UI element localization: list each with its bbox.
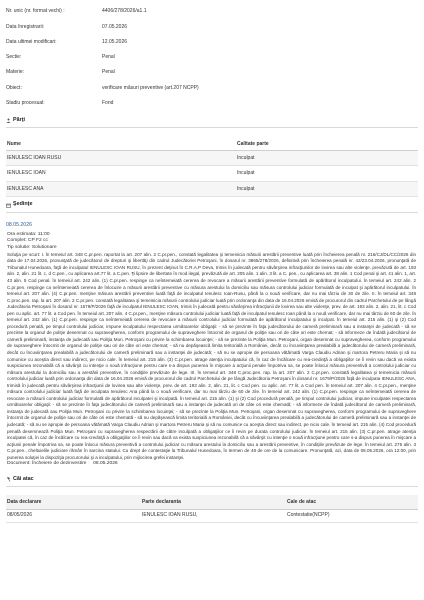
table-row [6,166,418,182]
divider [6,486,418,487]
party-name: IENULESC ANA [6,181,236,197]
meta-value: verificare măsuri preventive (art.207 NCPP) [102,84,199,91]
appeal-party: IENULESC IOAN RUSU, [141,509,286,522]
meta-row [6,50,418,65]
sedinta-tip-solutie: Tip solutie: Solutionare [7,245,57,251]
party-name: IENULESC IOAN [6,166,236,182]
meta-row [6,35,418,50]
column-header-parte: Parte declaranta [141,495,286,509]
meta-value: 4406/278/2026/a1.1 [102,8,147,15]
parti-table [6,138,418,197]
cai-atac-section-title [6,476,418,483]
cai-atac-table [6,495,418,523]
party-role: Inculpat [236,166,418,182]
meta-row [6,96,418,111]
sedinta-document: Document: Încheiere de dezinvestire 08.05.2026 [7,461,118,467]
table-header-row [6,138,418,150]
section-title-text: Şedinţe [13,201,33,208]
column-header-calitate: Calitate parte [236,138,418,150]
sedinta-ora: Ora estimata: 11:00 [7,231,50,237]
divider [6,212,418,213]
column-header-data: Data declarare [6,495,141,509]
meta-value: Penal [102,54,115,61]
meta-row [6,65,418,80]
meta-label: Nr. unic (nr. format vechi) : [6,8,65,15]
sedinta-solutie: Soluţia pe scurt: I. În temeiul art. 348 C.pr.pen. raportat la art. 207 alin. 2 C.pr.pen., constată legalitatea şi temeinicia măsurii arestării preventive luată prin încheierea penală nr. 216/CJ/DL/CC/2026 din data de 17.04.2026, pronunţată de judecătorul de drepturi şi libertăţi din cadrul Judecătoriei Petroşani, în dosarul nr. 3865/278/2026, definitivă prin încheierea penală nr. 42/23.04.2026, pronunţată de Tribunalul Hunedoara, faţă de inculpatul IENULESC IOAN RUSU, în prezent deţinut în C.R.A.P Deva, trimis în judecată pentru săvârşirea infracţiunilor de lovirea sau alte violenţe, prevăzută de art. 193 alin. 2, alin. 21 lit. c, d C.pen., cu aplicarea art.77 lit. a C.pen. ¶i lipsire de libertate în mod ilegal, prevăzută de art. 205 alin. 1 alin. 3 lit. a C. pen., cu aplicarea art. 38 alin. 1 Cod penal şi art. 41 alin. 1, art. 43 alin. 5 Cod penal. În temeiul art. 242 alin. (1) C.pr.pen. respinge ca neîntemeiată cererea de revocare a măsurii arestării preventive formulată de apărătorul inculpatului. În temeiul art. 242 alin. 2 C.pr.pen. respinge ca neîntemeiată cererea de înlocuire a măsurii arestării preventive cu măsura arestului la domiciliu sau măsura controlului judiciar formulată de inculpat şi apărătorul inculpatului. În temeiul art. 207 alin. (4) C.pr.pen. menţine măsura arestării preventive luată faţă de inculpatul Ienulesc Ioan-Rusu, până la o nouă verificare, dar nu mai târziu de 30 de zile. II. În temeiul art. 348 C.proc.pen. rap. la art. 207 alin. 2 C.pr.pen. constată legalitatea şi temeinicia măsurii controlului judiciar luată prin ordonanţa din data de 16.04.2026 emisă de procurorul din cadrul Parchetului de pe lângă Judecătoria Petroşani în dosarul nr. 1679/P/2026 faţă de inculpatul IENULESC IOAN, trimis în judecată pentru săvârşirea infracţiunii de lovirea sau alte violenţe, prev. de art. 193 alin. 2, alin. 21, lit. c Cod pen cu aplic. art. 77 lit. a Cod pen. În temeiul art. 207 alin. 4 C.pr.pen., menţine măsura controlului judiciar luată faţă de inculpatul Ienulesc Ioan până la o nouă verificare, dar nu mai târziu de 60 de zile. În temeiul art. 242 alin. (1) C.pr.pen. respinge ca neîntemeiată cererea de revocare a măsurii controlului judiciar formulată de apărătorul inculpatului şi inculpat. În temeiul art. 215 alin. (1) şi (2) Cod procedură penală, pe timpul controlului judiciar, impune inculpatului respectarea următoarelor obligaţii: - să se prezinte în faţa judecătorului de cameră preliminară sau a instanţei de judecată - să se prezinte la organul de poliţie desemnat cu supravegherea, conform programului de supraveghere întocmit de organul de poliţie sau ori de câte ori este chemat; - să informeze de îndată judecătorul de cameră preliminară, instanţa de judecată sau Poliţia Mun. Petroşani cu privire la schimbarea locuinţei; - să se prezinte la Poliţia Mun. Petroşani, organ desemnat cu supravegherea, conform programului de supraveghere întocmit de organul de poliţie sau ori de câte ori este chemat; - să nu depăşească limita teritorială a României, decât cu încuviinţarea prealabilă a judecătorului de cameră preliminară, decât cu încuviinţarea prealabilă a judecătorului de cameră preliminară sau a instanţei de judecată; - să nu se apropie de persoana vătămată Varga Claudiu Adrian şi martora Petreru Maria şi să nu comunice cu aceştia direct sau indirect, pe nicio cale. În temeiul art. 215 alin. (3) C.pr.pen. atrage atenţia inculpatului că, în caz de încălcare cu rea-credinţă a obligaţiilor ce îi revin sau dacă va exista suspiciunea rezonabilă că a săvârşit cu intenţie o nouă infracţiune pentru care s-a dispus punerea în mişcare a acţiunii penale împotriva sa, se poate înlocui măsura preventivă a controlului judiciar cu măsura arestului la domiciliu sau a arestării preventive, în condiţiile prevăzute de lege. III. În temeiul art. 348 C.proc.pen. rap. la art. 207 alin. 2 C.pr.pen. constată legalitatea şi temeinicia măsurii controlului judiciar luată prin ordonanţa din data de 16.04.2026 emisă de procurorul din cadrul Parchetului de pe lângă Judecătoria Petroşani în dosarul nr. 1679/P/2026 faţă de inculpata IENULESC ANA, trimisă în judecată pentru săvârşirea infracţiunii de lovirea sau alte violenţe, prev. de art. 193 alin. 2, alin. 21, lit. c Cod pen. cu aplic. art. 77 lit. a Cod pen. În temeiul art. 207 alin. 4 C.pr.pen., menţine măsura controlului judiciar luată faţă de inculpata Ienulesc Ana până la o nouă verificare, dar nu mai târziu de 60 de zile. În temeiul art. 242 alin. (1) C.pr.pen. respinge ca neîntemeiată cererea de revocare a măsurii controlului judiciar formulată de apărătorul inculpatei şi inculpată. În temeiul art. 215 alin. (1) şi (2) Cod procedură penală, pe timpul controlului judiciar, impune inculpatei respectarea următoarelor obligaţii: - să se prezinte în faţa judecătorului de cameră preliminară sau a instanţei de judecată ori de câte ori este chemată; - să informeze de îndată judecătorul de cameră preliminară, instanţa de judecată sau Poliţia Mun. Petroşani cu privire la schimbarea locuinţei; - să se prezinte la Poliţia Mun. Petroşani, organ desemnat cu supravegherea, conform programului de supraveghere întocmit de organul de poliţie sau ori de câte ori este chemată - să nu depăşească limita teritorială a României, decât cu încuviinţarea prealabilă a judecătorului de cameră preliminară sau a instanţei de judecată; - să nu se apropie de persoana vătămată Varga Claudiu Adrian şi martora Petreru Maria şi să nu comunice cu aceştia direct sau indirect, pe nicio cale. În temeiul art. 215 alin. (4) Cod procedură penală desemnează Poliţia Mun. Petroşani cu supravegherea respectării de către inculpată a obligaţiilor ce îi revin pe durata controlului judiciar. În temeiul art. 215 alin. (3) C.pr.pen. atrage atenţia inculpatei că, în caz de încălcare cu rea-credinţă a obligaţiilor ce îi revin sau dacă va exista suspiciunea rezonabilă că a săvârşit cu intenţie o nouă infracţiune pentru care s-a dispus punerea în mişcare a acţiunii penale împotriva sa, se poate înlocui măsura preventivă a controlului judiciar cu măsura arestului la domiciliu sau a arestării preventive, în condiţiile prevăzute de lege. În temeiul art. 275 alin. 3 C.pr.pen., cheltuielile judiciare rămân în sarcina statului. Cu drept de contestaţie la Tribunalul Hunedoara, în termen de 48 de ore de la comunicare. Pronunţată, azi, data de 08.05.2026, ora 12:00, prin punerea soluţiei la dispoziţia procurorului şi a inculpatului, prin mijlocirea grefei instanţei. [7,251,416,460]
meta-label: Obiect: [6,84,22,91]
section-title-text: Părţi [13,117,25,124]
meta-label: Data ultimei modificari: [6,38,57,45]
party-name: IENULESC IOAN RUSU [6,150,236,166]
table-row [6,150,418,166]
meta-label: Sectie: [6,54,22,61]
column-header-nume: Nume [6,138,236,150]
calendar-icon [6,203,11,208]
sedinta-block [6,222,418,468]
meta-value: 12.05.2026 [102,38,128,45]
table-row [6,509,418,522]
appeal-type: Contestatie(NCPP) [286,509,418,522]
parti-section-title [6,117,418,124]
case-details [6,0,418,111]
sedinta-complet: Complet: CP F2 cc [7,238,48,244]
gavel-icon [6,477,11,482]
party-role: Inculpat [236,150,418,166]
meta-row [6,19,418,34]
meta-label: Stadiu procesual: [6,100,45,107]
users-icon [6,118,11,123]
divider [6,127,418,128]
meta-value: Penal [102,69,115,76]
meta-row [6,80,418,95]
party-role: Inculpat [236,181,418,197]
sedinte-section-title [6,201,418,208]
appeal-date: 08/05/2026 [6,509,141,522]
meta-row [6,4,418,19]
column-header-cale: Cale de atac [286,495,418,509]
table-row [6,181,418,197]
meta-value: 07.05.2026 [102,23,128,30]
meta-value: Fond [102,100,114,107]
table-header-row [6,495,418,509]
section-title-text: Căi atac [13,476,34,482]
sedinta-date[interactable]: 08.05.2026 [6,221,32,228]
meta-label: Materie: [6,69,25,76]
meta-label: Data înregistrarii: [6,23,45,30]
